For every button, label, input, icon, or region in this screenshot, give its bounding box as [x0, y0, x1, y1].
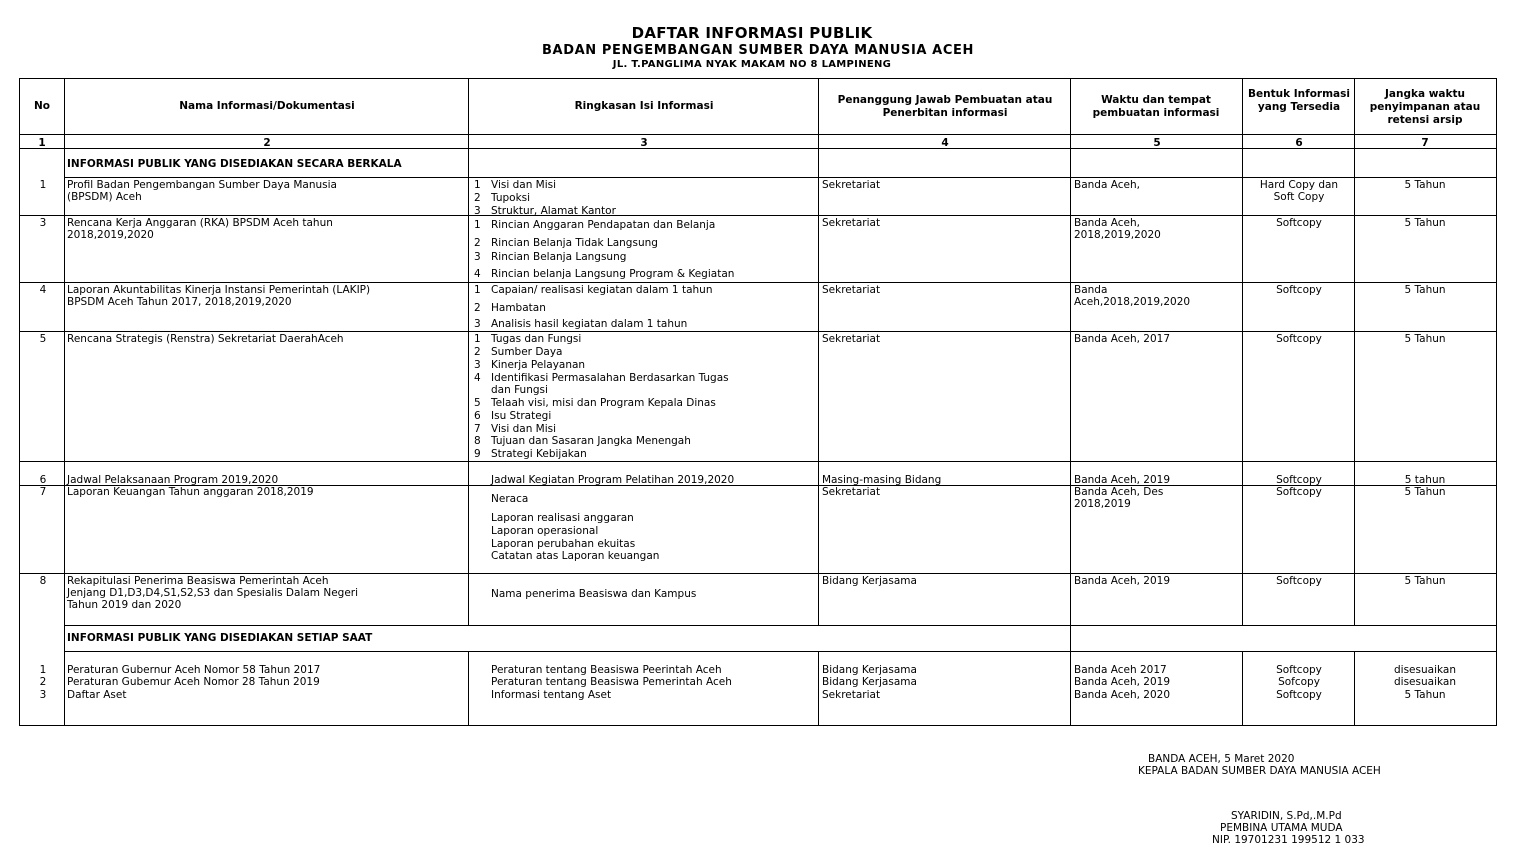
row-item: Tugas dan Fungsi: [491, 333, 582, 345]
row-bentuk: Softcopy: [1276, 664, 1322, 676]
row-item: Identifikasi Permasalahan Berdasarkan Tugas: [491, 372, 729, 384]
table-rule: [818, 651, 819, 725]
table-rule: [19, 331, 1497, 332]
table-rule: [64, 177, 1497, 178]
row-item-number: 7: [474, 423, 481, 435]
col-header-nama: Nama Informasi/Dokumentasi: [179, 100, 355, 112]
row-waktu: Aceh,2018,2019,2020: [1074, 296, 1191, 308]
row-item-number: 3: [474, 205, 481, 217]
table-rule: [1242, 78, 1243, 625]
signature-rank: PEMBINA UTAMA MUDA: [1220, 822, 1343, 834]
row-item: Tujuan dan Sasaran Jangka Menengah: [491, 435, 691, 447]
row-waktu: Banda: [1074, 284, 1108, 296]
section-heading-setiap-saat: INFORMASI PUBLIK YANG DISEDIAKAN SETIAP SAAT: [67, 632, 373, 644]
row-waktu: Banda Aceh,: [1074, 217, 1140, 229]
row-waktu: Banda Aceh, Des: [1074, 486, 1164, 498]
row-number: 2: [39, 676, 47, 688]
row-number: 5: [39, 333, 47, 345]
row-item: Visi dan Misi: [491, 179, 557, 191]
document-subtitle: BADAN PENGEMBANGAN SUMBER DAYA MANUSIA ACEH: [542, 43, 974, 58]
row-item: Laporan realisasi anggaran: [491, 512, 634, 524]
row-nama: Rencana Kerja Anggaran (RKA) BPSDM Aceh tahun: [67, 217, 333, 229]
row-waktu: Banda Aceh, 2019: [1074, 575, 1171, 587]
row-nama: Peraturan Gubernur Aceh Nomor 58 Tahun 2017: [67, 664, 321, 676]
col-header-penanggung: Penanggung Jawab Pembuatan atau Penerbitan informasi: [837, 94, 1053, 119]
col-number: 3: [640, 137, 648, 149]
row-item-number: 1: [474, 284, 481, 296]
row-jangka: 5 Tahun: [1404, 179, 1446, 191]
table-rule: [468, 651, 469, 725]
row-item-number: 1: [474, 219, 481, 231]
row-item: Informasi tentang Aset: [491, 689, 612, 701]
table-rule: [19, 282, 1497, 283]
table-rule: [19, 78, 20, 725]
row-bentuk: Softcopy: [1276, 333, 1322, 345]
row-bentuk: Softcopy: [1276, 486, 1322, 498]
row-number: 4: [39, 284, 47, 296]
row-bentuk: Hard Copy dan: [1259, 179, 1339, 191]
row-item: Telaah visi, misi dan Program Kepala Dinas: [491, 397, 716, 409]
row-bentuk: Softcopy: [1276, 474, 1322, 486]
row-item-number: 5: [474, 397, 481, 409]
row-penanggung-jawab: Sekretariat: [822, 486, 881, 498]
table-rule: [1242, 651, 1243, 725]
row-item-number: 2: [474, 302, 481, 314]
row-nama: Laporan Keuangan Tahun anggaran 2018,2019: [67, 486, 314, 498]
row-item: Sumber Daya: [491, 346, 563, 358]
col-number: 4: [941, 137, 949, 149]
row-bentuk: Softcopy: [1276, 284, 1322, 296]
row-waktu: Banda Aceh, 2019: [1074, 474, 1171, 486]
row-jangka: 5 Tahun: [1404, 217, 1446, 229]
row-jangka: 5 tahun: [1404, 474, 1446, 486]
row-penanggung-jawab: Sekretariat: [822, 284, 881, 296]
row-item: dan Fungsi: [491, 384, 548, 396]
row-item-number: 2: [474, 237, 481, 249]
row-item: Hambatan: [491, 302, 546, 314]
col-number: 2: [263, 137, 271, 149]
row-penanggung-jawab: Sekretariat: [822, 689, 881, 701]
row-bentuk: Soft Copy: [1273, 191, 1325, 203]
row-item: Laporan operasional: [491, 525, 599, 537]
row-item: Jadwal Kegiatan Program Pelatihan 2019,2020: [491, 474, 735, 486]
row-item: Peraturan tentang Beasiswa Pemerintah Aceh: [491, 676, 732, 688]
row-number: 3: [39, 217, 47, 229]
row-item: Laporan perubahan ekuitas: [491, 538, 636, 550]
row-jangka: 5 Tahun: [1404, 486, 1446, 498]
row-waktu: Banda Aceh, 2019: [1074, 676, 1171, 688]
row-bentuk: Softcopy: [1276, 217, 1322, 229]
row-item: Neraca: [491, 493, 529, 505]
table-rule: [19, 725, 1497, 726]
row-item: Catatan atas Laporan keuangan: [491, 550, 660, 562]
table-rule: [64, 625, 1497, 626]
table-rule: [1354, 78, 1355, 625]
row-jangka: 5 Tahun: [1404, 333, 1446, 345]
document-title: DAFTAR INFORMASI PUBLIK: [631, 24, 873, 42]
row-item-number: 2: [474, 192, 481, 204]
row-item-number: 9: [474, 448, 481, 460]
row-item: Analisis hasil kegiatan dalam 1 tahun: [491, 318, 688, 330]
col-number: 7: [1421, 137, 1429, 149]
row-nama: Rencana Strategis (Renstra) Sekretariat DaerahAceh: [67, 333, 344, 345]
signature-position: KEPALA BADAN SUMBER DAYA MANUSIA ACEH: [1138, 765, 1381, 777]
table-rule: [19, 215, 1497, 216]
row-number: 3: [39, 689, 47, 701]
row-bentuk: Softcopy: [1276, 575, 1322, 587]
table-rule: [64, 651, 1497, 652]
row-jangka: 5 Tahun: [1404, 284, 1446, 296]
row-item: Rincian Belanja Tidak Langsung: [491, 237, 658, 249]
row-waktu: Banda Aceh,: [1074, 179, 1140, 191]
table-rule: [19, 461, 1497, 462]
section-heading-berkala: INFORMASI PUBLIK YANG DISEDIAKAN SECARA BERKALA: [67, 158, 402, 170]
row-penanggung-jawab: Sekretariat: [822, 333, 881, 345]
row-nama: Jenjang D1,D3,D4,S1,S2,S3 dan Spesialis Dalam Negeri: [67, 587, 359, 599]
row-nama: 2018,2019,2020: [67, 229, 154, 241]
row-item: Visi dan Misi: [491, 423, 557, 435]
row-number: 7: [39, 486, 47, 498]
row-item: Peraturan tentang Beasiswa Peerintah Aceh: [491, 664, 722, 676]
row-jangka: 5 Tahun: [1404, 689, 1446, 701]
row-nama: Laporan Akuntabilitas Kinerja Instansi Pemerintah (LAKIP): [67, 284, 371, 296]
row-number: 6: [39, 474, 47, 486]
row-item: Struktur, Alamat Kantor: [491, 205, 616, 217]
signature-place-date: BANDA ACEH, 5 Maret 2020: [1148, 753, 1295, 765]
row-jangka: disesuaikan: [1394, 676, 1456, 688]
table-rule: [818, 78, 819, 625]
table-rule: [64, 78, 65, 725]
row-number: 1: [39, 179, 47, 191]
row-item: Rincian belanja Langsung Program & Kegiatan: [491, 268, 735, 280]
row-penanggung-jawab: Sekretariat: [822, 179, 881, 191]
row-item-number: 4: [474, 268, 481, 280]
row-nama: Peraturan Gubemur Aceh Nomor 28 Tahun 2019: [67, 676, 320, 688]
col-number: 6: [1295, 137, 1303, 149]
col-header-ringkasan: Ringkasan Isi Informasi: [574, 100, 714, 112]
row-jangka: 5 Tahun: [1404, 575, 1446, 587]
row-bentuk: Softcopy: [1276, 689, 1322, 701]
table-rule: [19, 78, 1497, 79]
row-item: Kinerja Pelayanan: [491, 359, 586, 371]
col-header-waktu: Waktu dan tempat pembuatan informasi: [1092, 94, 1220, 119]
row-penanggung-jawab: Masing-masing Bidang: [822, 474, 942, 486]
row-item-number: 1: [474, 333, 481, 345]
table-rule: [468, 78, 469, 625]
row-waktu: 2018,2019,2020: [1074, 229, 1161, 241]
row-item-number: 4: [474, 372, 481, 384]
table-rule: [1354, 651, 1355, 725]
row-penanggung-jawab: Sekretariat: [822, 217, 881, 229]
table-rule: [19, 134, 1497, 135]
col-number: 1: [38, 137, 46, 149]
row-nama: Rekapitulasi Penerima Beasiswa Pemerintah Aceh: [67, 575, 329, 587]
document-address: JL. T.PANGLIMA NYAK MAKAM NO 8 LAMPINENG: [612, 59, 892, 70]
col-header-no: No: [33, 100, 50, 112]
col-number: 5: [1153, 137, 1161, 149]
row-item: Isu Strategi: [491, 410, 552, 422]
table-rule: [19, 573, 1497, 574]
row-item: Capaian/ realisasi kegiatan dalam 1 tahun: [491, 284, 713, 296]
row-number: 1: [39, 664, 47, 676]
row-penanggung-jawab: Bidang Kerjasama: [822, 664, 917, 676]
table-rule: [1070, 78, 1071, 725]
row-item-number: 3: [474, 359, 481, 371]
row-waktu: 2018,2019: [1074, 498, 1131, 510]
signature-name: SYARIDIN, S.Pd,.M.Pd: [1231, 810, 1342, 822]
row-nama: Daftar Aset: [67, 689, 127, 701]
row-nama: Jadwal Pelaksanaan Program 2019,2020: [67, 474, 279, 486]
row-item-number: 1: [474, 179, 481, 191]
col-header-jangka: Jangka waktu penyimpanan atau retensi arsip: [1369, 88, 1481, 126]
row-item-number: 3: [474, 251, 481, 263]
row-item: Nama penerima Beasiswa dan Kampus: [491, 588, 697, 600]
col-header-bentuk: Bentuk Informasi yang Tersedia: [1248, 88, 1350, 113]
row-penanggung-jawab: Bidang Kerjasama: [822, 575, 917, 587]
row-item: Rincian Anggaran Pendapatan dan Belanja: [491, 219, 716, 231]
row-waktu: Banda Aceh 2017: [1074, 664, 1167, 676]
row-item-number: 3: [474, 318, 481, 330]
row-item: Strategi Kebijakan: [491, 448, 587, 460]
row-penanggung-jawab: Bidang Kerjasama: [822, 676, 917, 688]
row-item-number: 6: [474, 410, 481, 422]
row-nama: (BPSDM) Aceh: [67, 191, 142, 203]
row-number: 8: [39, 575, 47, 587]
row-nama: Profil Badan Pengembangan Sumber Daya Manusia: [67, 179, 337, 191]
row-nama: Tahun 2019 dan 2020: [67, 599, 182, 611]
row-item-number: 2: [474, 346, 481, 358]
row-nama: BPSDM Aceh Tahun 2017, 2018,2019,2020: [67, 296, 292, 308]
row-waktu: Banda Aceh, 2017: [1074, 333, 1171, 345]
table-rule: [1496, 78, 1497, 726]
row-waktu: Banda Aceh, 2020: [1074, 689, 1171, 701]
signature-nip: NIP. 19701231 199512 1 033: [1212, 834, 1365, 846]
row-item: Rincian Belanja Langsung: [491, 251, 627, 263]
row-item: Tupoksi: [491, 192, 531, 204]
row-jangka: disesuaikan: [1394, 664, 1456, 676]
row-bentuk: Sofcopy: [1278, 676, 1320, 688]
row-item-number: 8: [474, 435, 481, 447]
